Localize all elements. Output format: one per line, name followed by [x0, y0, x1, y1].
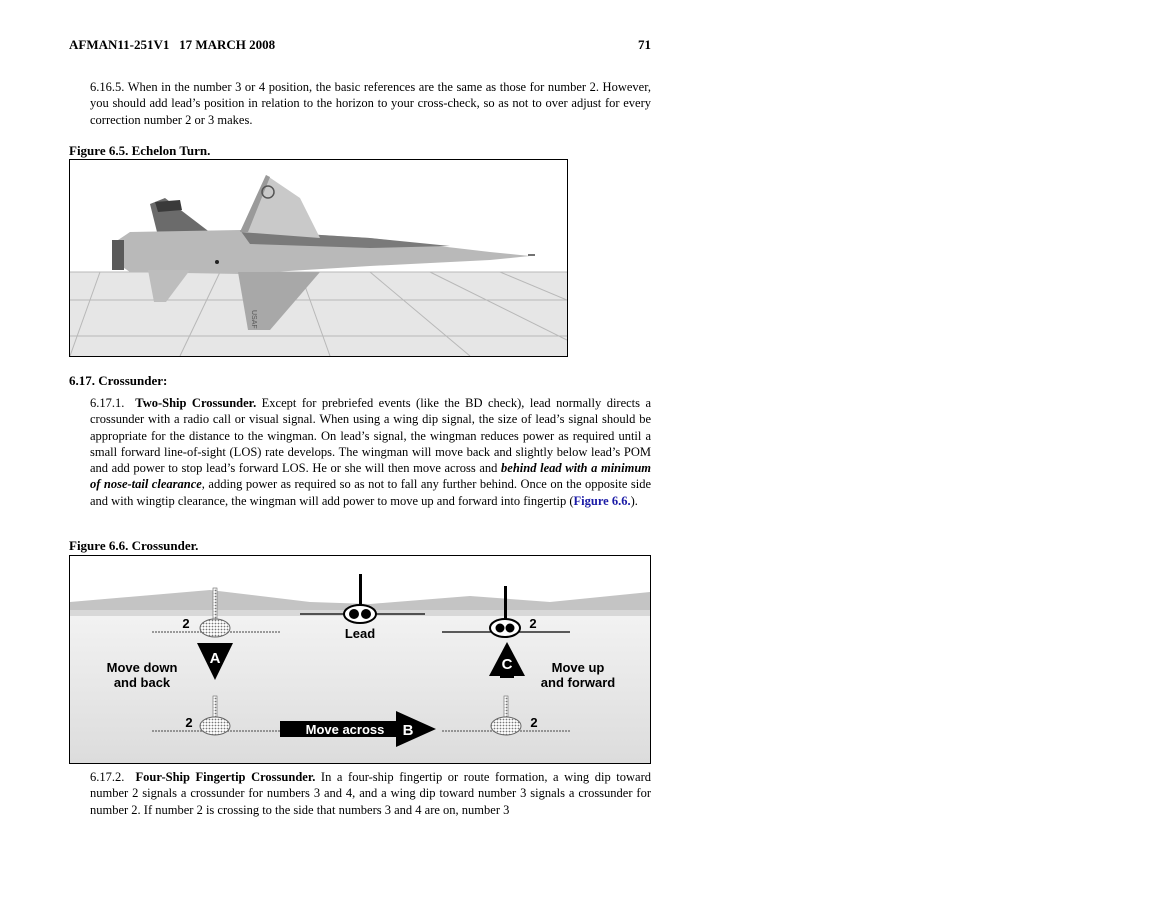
- position-number-label: 2: [182, 616, 190, 631]
- paragraph-text-c: ).: [630, 493, 638, 508]
- figure-6-6-link[interactable]: Figure 6.6.: [573, 493, 631, 508]
- move-across-label: Move across: [305, 722, 385, 737]
- paragraph-title: Two-Ship Crossunder.: [135, 396, 257, 410]
- paragraph-emphasis: behind lead with a minimum of nose-tail clearance: [90, 461, 651, 492]
- paragraph-text-a: Except for prebriefed events (like the BD check), lead normally directs a crossunder with a radio call or visual signal. When using a wing dip signal, the size of lead’s signal should be appropriate for the distance to the wingman. On lead’s signal, the wingman reduces power as required until a small forward line-of-sight (LOS) rate develops. The wingman will move back and slightly below lead’s POM and add power to stop lead’s forward LOS. He or she will then move across and: [90, 396, 652, 476]
- arrow-b-letter: B: [402, 722, 414, 739]
- figure-6-5-caption: Figure 6.5. Echelon Turn.: [69, 143, 211, 158]
- paragraph-text-b: , adding power as required so as not to fall any further behind. Once on the opposite side and with wingtip clearance, the wingman will add power to move up and forward into fingertip (: [90, 477, 651, 508]
- arrow-a-letter: A: [209, 650, 221, 667]
- move-down-label: and back: [113, 675, 171, 690]
- page-header: [69, 37, 651, 55]
- paragraph-6-17-1: [90, 395, 651, 509]
- paragraph-number: 6.17.2.: [90, 770, 136, 784]
- paragraph-6-17-2: [90, 769, 651, 818]
- paragraph-6-16-5: 6.16.5. When in the number 3 or 4 position, the basic references are the same as those for number 2. However, you should add lead’s position in relation to the horizon to your cross-check, so as not to over adjust for every correction number 2 or 3 makes.: [90, 80, 651, 127]
- figure-6-6-caption: Figure 6.6. Crossunder.: [69, 538, 199, 553]
- section-6-17-heading: 6.17. Crossunder:: [69, 373, 168, 388]
- position-number-label: 2: [530, 715, 538, 730]
- move-down-label: Move down: [106, 660, 178, 675]
- document-id: AFMAN11-251V1 17 MARCH 2008: [69, 37, 276, 52]
- usaf-marking: USAF: [250, 310, 257, 329]
- paragraph-number: 6.17.1.: [90, 396, 136, 410]
- figure-6-5-echelon-turn: [69, 159, 568, 357]
- page-number: 71: [638, 37, 651, 52]
- aircraft-illustration: [70, 160, 567, 356]
- arrow-c-letter: C: [501, 656, 513, 673]
- lead-label: Lead: [344, 626, 376, 641]
- move-up-label: and forward: [540, 675, 616, 690]
- move-up-label: Move up: [551, 660, 605, 675]
- paragraph-title: Four-Ship Fingertip Crossunder.: [135, 770, 316, 784]
- figure-6-6-crossunder-diagram: [69, 555, 651, 764]
- position-number-label: 2: [185, 715, 193, 730]
- paragraph-text: In a four-ship fingertip or route formation, a wing dip toward number 2 signals a crossunder for numbers 3 and 4, and a wing dip toward number 3 signals a crossunder for number 2. If number 2 is crossing to the side that numbers 3 and 4 are on, number 3: [90, 770, 652, 817]
- position-number-label: 2: [529, 616, 537, 631]
